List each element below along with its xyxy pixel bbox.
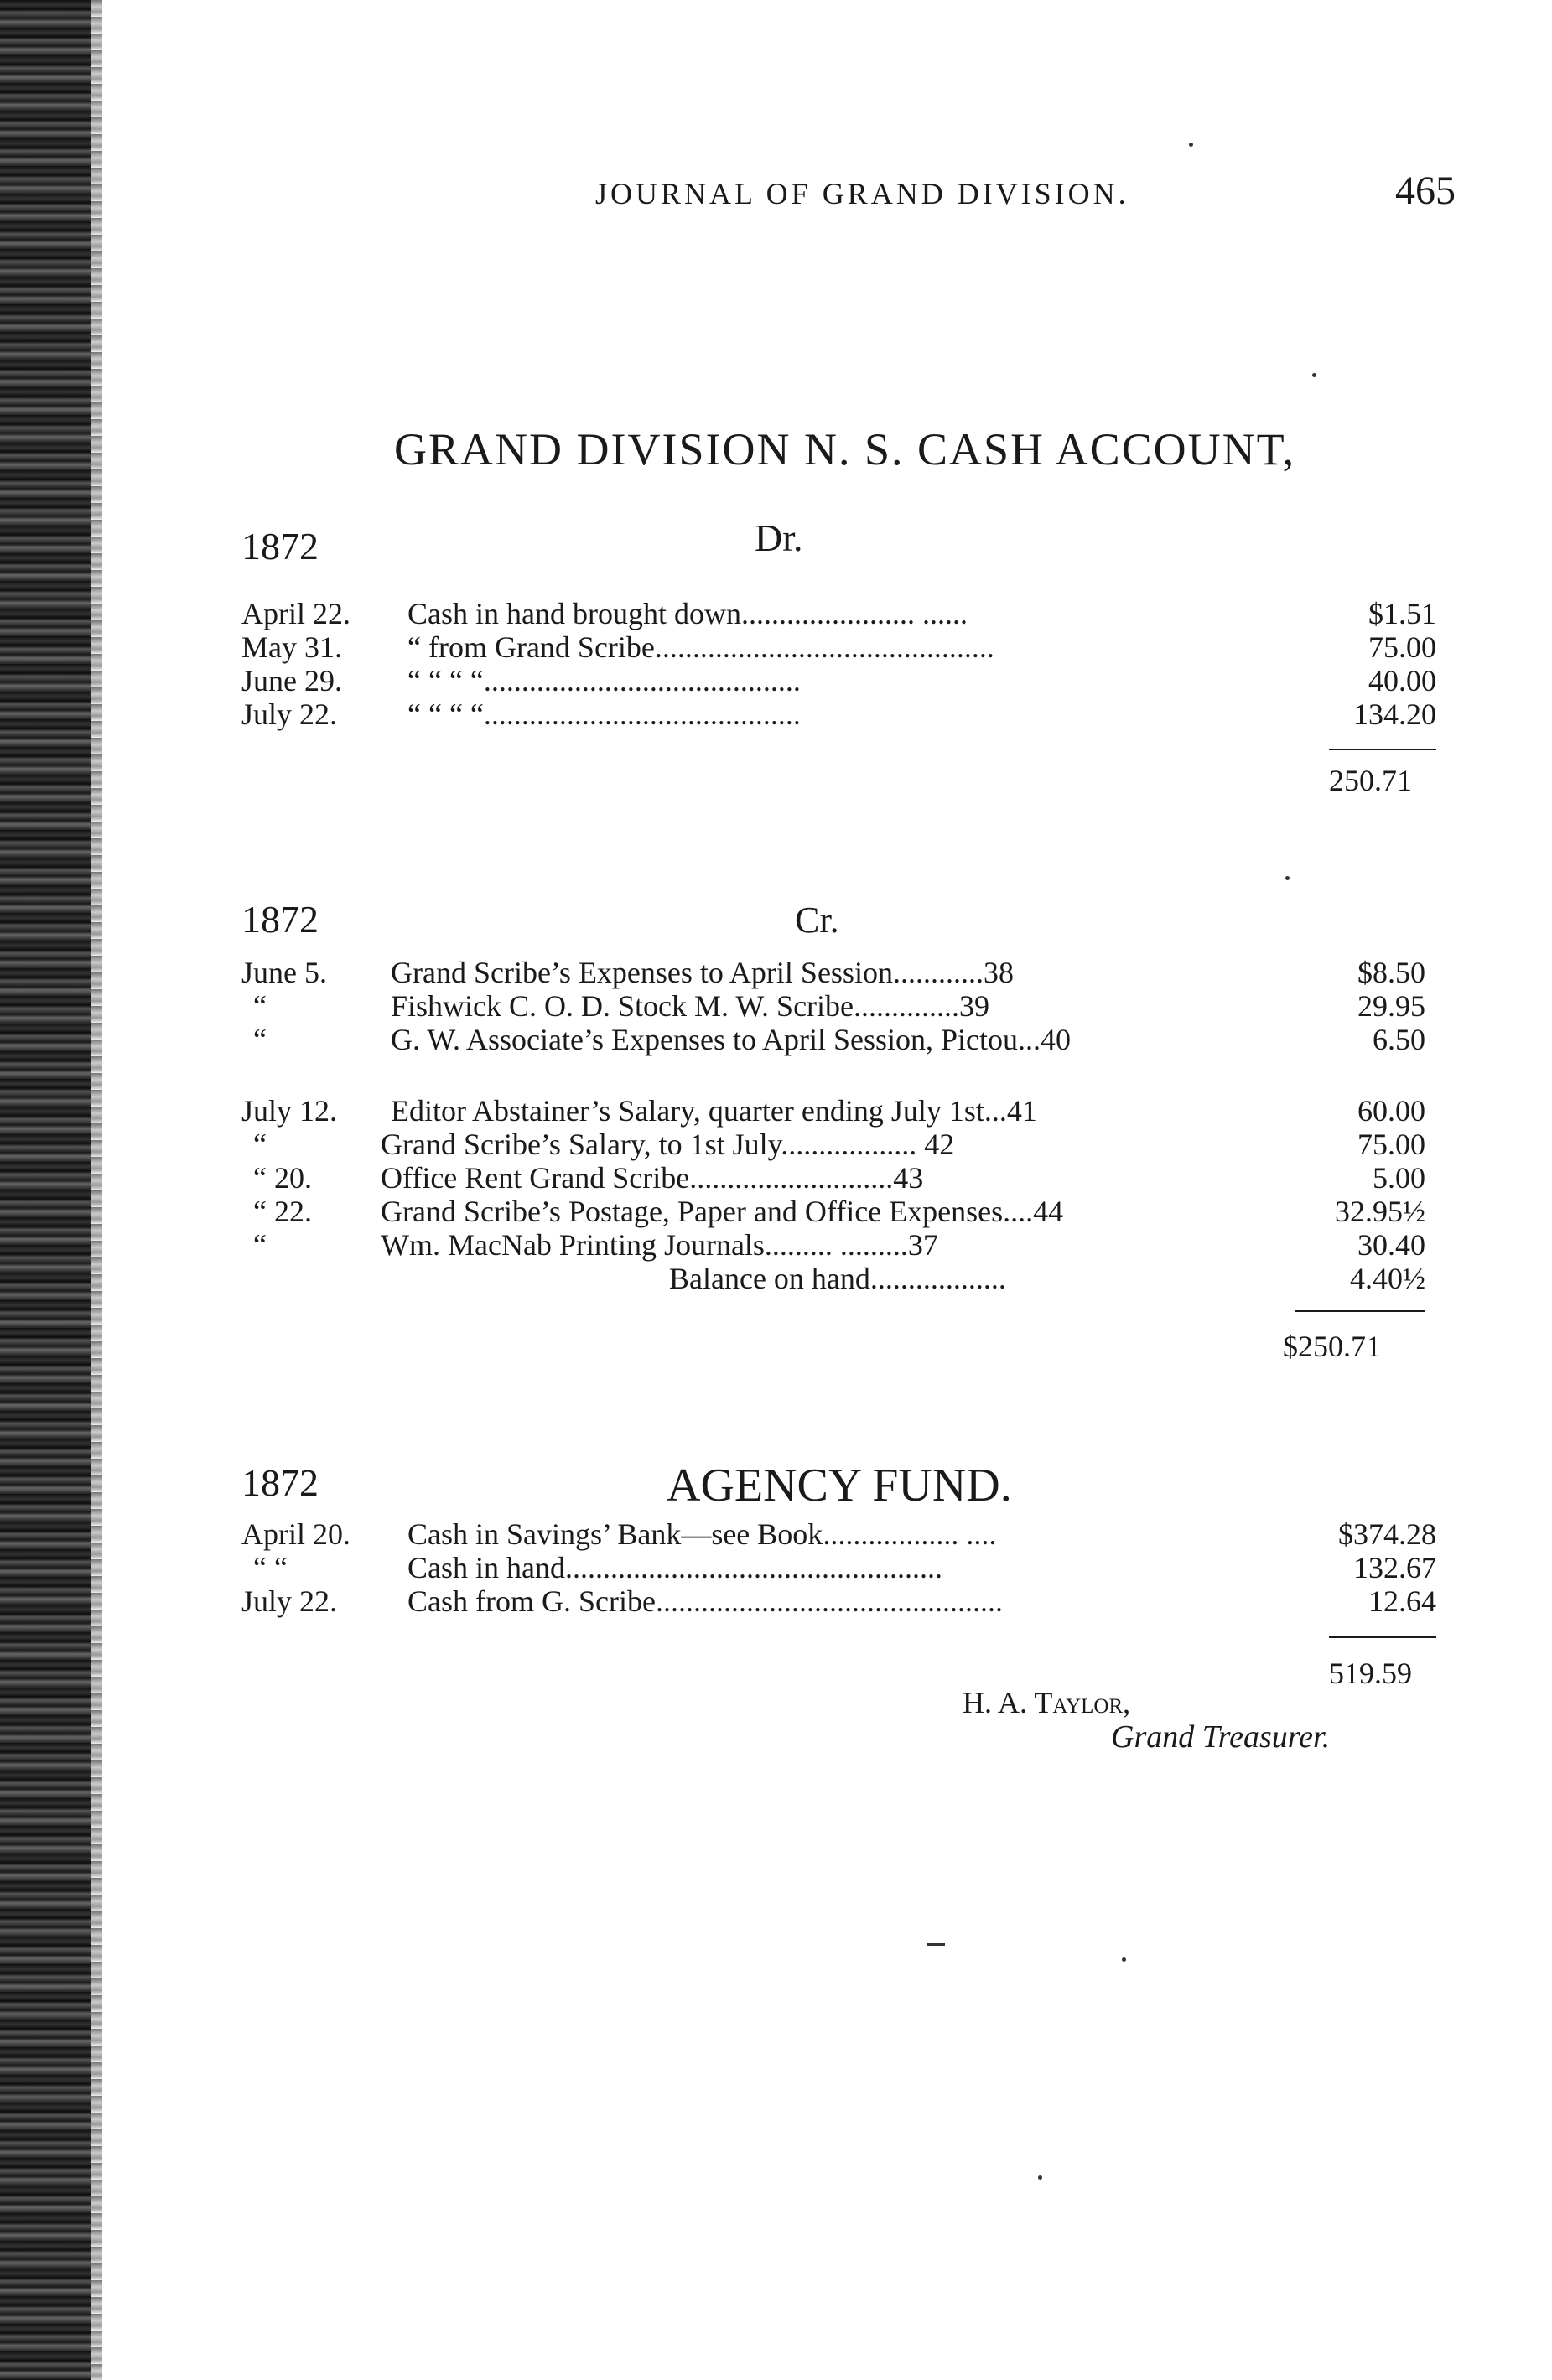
agency-total: 519.59 — [1329, 1657, 1412, 1690]
entry-amount: $374.28 — [1338, 1517, 1436, 1551]
entry-date: June 29. — [241, 664, 342, 697]
entry-amount: $8.50 — [1357, 956, 1425, 989]
entry-description — [407, 697, 801, 731]
entry-description: Editor Abstainer’s Salary, quarter ending July 1st...41 — [391, 1094, 1037, 1128]
entry-text: Cash in hand — [407, 1551, 565, 1584]
entry-amount: 132.67 — [1353, 1551, 1436, 1584]
credit-row — [241, 1023, 1425, 1056]
debit-entries — [241, 597, 1436, 731]
entry-amount: 12.64 — [1368, 1584, 1436, 1618]
dot-leader: .......................................... — [483, 664, 801, 697]
credit-row — [241, 1262, 1425, 1295]
entry-date: “ — [253, 989, 267, 1023]
entry-date: “ 22. — [253, 1195, 312, 1228]
agency-row — [241, 1517, 1436, 1551]
credit-row — [241, 1195, 1425, 1228]
running-header: JOURNAL OF GRAND DIVISION. — [595, 177, 1129, 210]
credit-row — [241, 1128, 1425, 1161]
book-binding-edge — [0, 0, 101, 2380]
agency-entries — [241, 1517, 1436, 1618]
entry-date: April 22. — [241, 597, 350, 630]
credit-entries-group1 — [241, 956, 1425, 1056]
debit-row — [241, 664, 1436, 697]
print-speck — [1312, 373, 1316, 377]
entry-amount: 134.20 — [1353, 697, 1436, 731]
entry-description — [407, 1517, 996, 1551]
credit-total: $250.71 — [1283, 1330, 1381, 1363]
dot-leader: .................................................. — [564, 1551, 942, 1584]
entry-text: Cash in hand brought down — [407, 597, 741, 630]
agency-year: 1872 — [241, 1461, 319, 1504]
entry-amount: 75.00 — [1357, 1128, 1425, 1161]
entry-amount: 60.00 — [1357, 1094, 1425, 1128]
entry-amount: 30.40 — [1357, 1228, 1425, 1262]
credit-heading: Cr. — [795, 900, 839, 941]
treasurer-name: H. A. Taylor, — [963, 1686, 1131, 1719]
entry-description: Grand Scribe’s Expenses to April Session............38 — [391, 956, 1014, 989]
debit-total: 250.71 — [1329, 764, 1412, 797]
entry-date: “ — [253, 1023, 267, 1056]
credit-row — [241, 1161, 1425, 1195]
agency-sum-rule — [1329, 1636, 1436, 1638]
cash-account-title: GRAND DIVISION N. S. CASH ACCOUNT, — [394, 424, 1296, 474]
entry-amount: 4.40½ — [1350, 1262, 1425, 1295]
entry-date: “ 20. — [253, 1161, 312, 1195]
entry-description — [407, 1584, 1003, 1618]
entry-date: July 22. — [241, 1584, 338, 1618]
dot-leader: .......................................... — [483, 697, 801, 731]
print-speck — [1122, 1957, 1126, 1962]
entry-date: “ “ — [253, 1551, 288, 1584]
entry-description: Wm. MacNab Printing Journals......... .........37 — [381, 1228, 938, 1262]
entry-date: May 31. — [241, 630, 342, 664]
credit-row — [241, 1094, 1425, 1128]
entry-description: Office Rent Grand Scribe...........................43 — [381, 1161, 924, 1195]
print-speck — [1038, 2175, 1042, 2180]
dot-leader: .............................................. — [655, 1584, 1003, 1618]
debit-row — [241, 697, 1436, 731]
entry-text: Cash from G. Scribe — [407, 1584, 656, 1618]
entry-description — [407, 664, 801, 697]
entry-date: “ — [253, 1128, 267, 1161]
page-number: 465 — [1395, 169, 1456, 213]
entry-amount: 40.00 — [1368, 664, 1436, 697]
entry-description: Grand Scribe’s Postage, Paper and Office Expenses....44 — [381, 1195, 1064, 1228]
agency-row — [241, 1551, 1436, 1584]
entry-description — [407, 1551, 942, 1584]
credit-sum-rule — [1295, 1310, 1425, 1312]
debit-sum-rule — [1329, 749, 1436, 750]
entry-text: Cash in Savings’ Bank—see Book — [407, 1517, 823, 1551]
print-speck — [1189, 143, 1193, 147]
entry-text: “ “ “ “ — [407, 697, 484, 731]
page-gutter-shadow — [91, 0, 102, 2380]
debit-row — [241, 597, 1436, 630]
entry-description: Fishwick C. O. D. Stock M. W. Scribe..............39 — [391, 989, 990, 1023]
entry-description: Grand Scribe’s Salary, to 1st July.................. 42 — [381, 1128, 955, 1161]
dot-leader: ....................... ...... — [740, 597, 968, 630]
entry-date: July 12. — [241, 1094, 338, 1128]
entry-amount: $1.51 — [1368, 597, 1436, 630]
credit-row — [241, 1228, 1425, 1262]
agency-row — [241, 1584, 1436, 1618]
dot-leader: ............................................. — [654, 630, 994, 664]
entry-date: July 22. — [241, 697, 338, 731]
credit-row — [241, 989, 1425, 1023]
entry-date: “ — [253, 1228, 267, 1262]
print-dash — [927, 1943, 945, 1946]
credit-row — [241, 956, 1425, 989]
dot-leader: .................. .... — [823, 1517, 997, 1551]
entry-text: “ “ “ “ — [407, 664, 484, 697]
credit-year: 1872 — [241, 898, 319, 941]
agency-fund-title: AGENCY FUND. — [667, 1460, 1012, 1511]
entry-amount: 6.50 — [1373, 1023, 1425, 1056]
debit-heading: Dr. — [755, 516, 803, 559]
credit-entries-group2 — [241, 1094, 1425, 1295]
entry-description — [407, 597, 968, 630]
entry-amount: 5.00 — [1373, 1161, 1425, 1195]
entry-description: G. W. Associate’s Expenses to April Session, Pictou...40 — [391, 1023, 1072, 1056]
treasurer-title: Grand Treasurer. — [1111, 1719, 1331, 1755]
entry-amount: 75.00 — [1368, 630, 1436, 664]
entry-text: “ from Grand Scribe — [407, 630, 655, 664]
print-speck — [1285, 876, 1290, 880]
debit-row — [241, 630, 1436, 664]
entry-amount: 32.95½ — [1335, 1195, 1425, 1228]
debit-year: 1872 — [241, 525, 319, 568]
entry-date: April 20. — [241, 1517, 350, 1551]
entry-amount: 29.95 — [1357, 989, 1425, 1023]
entry-description: Balance on hand.................. — [669, 1262, 1006, 1295]
entry-description — [407, 630, 994, 664]
entry-date: June 5. — [241, 956, 327, 989]
